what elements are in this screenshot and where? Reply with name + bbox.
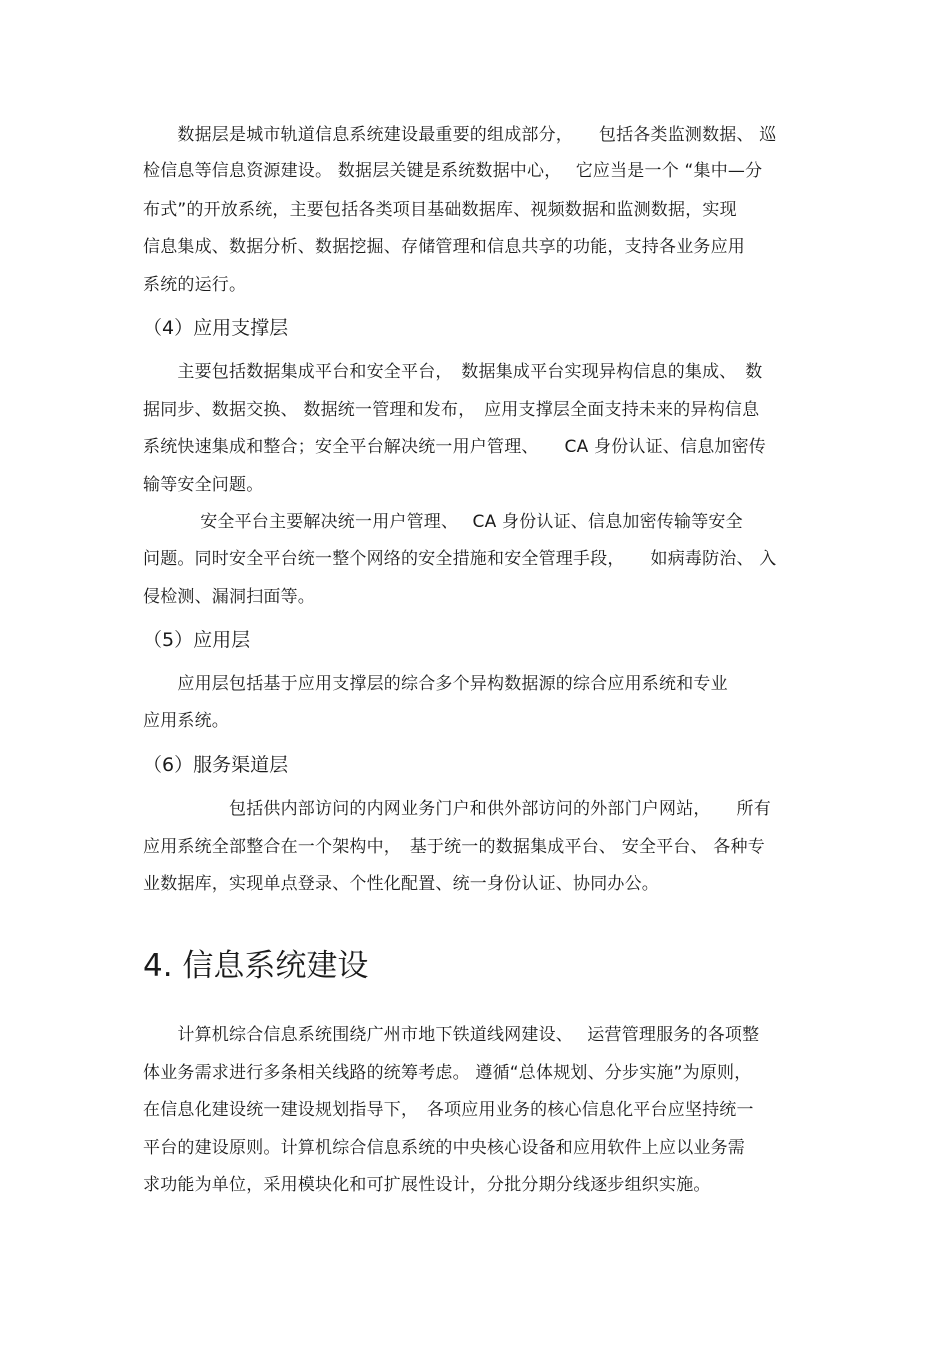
paragraph-line: 信息集成、数据分析、数据挖掘、存储管理和信息共享的功能，支持各业务应用 xyxy=(143,237,745,257)
paragraph-line: 输等安全问题。 xyxy=(143,475,264,495)
paragraph-line: 系统快速集成和整合；安全平台解决统一用户管理、 CA 身份认证、信息加密传 xyxy=(143,437,767,457)
section-subheading: （4）应用支撑层 xyxy=(143,317,289,339)
paragraph-line: 业数据库，实现单点登录、个性化配置、统一身份认证、协同办公。 xyxy=(143,874,659,894)
paragraph-line: 检信息等信息资源建设。 数据层关键是系统数据中心， 它应当是一个 “集中—分 xyxy=(143,161,763,181)
paragraph-line: 侵检测、漏洞扫面等。 xyxy=(143,587,315,607)
paragraph-line: 应用系统全部整合在一个架构中， 基于统一的数据集成平台、 安全平台、 各种专 xyxy=(143,837,765,857)
paragraph-line: 系统的运行。 xyxy=(143,275,247,295)
paragraph-line: 应用系统。 xyxy=(143,711,229,731)
paragraph-line: 布式”的开放系统，主要包括各类项目基础数据库、视频数据和监测数据，实现 xyxy=(143,200,737,220)
paragraph-line: 据同步、数据交换、 数据统一管理和发布， 应用支撑层全面支持未来的异构信息 xyxy=(143,400,760,420)
paragraph-line: 在信息化建设统一建设规划指导下， 各项应用业务的核心信息化平台应坚持统一 xyxy=(143,1100,754,1120)
paragraph-line: 应用层包括基于应用支撑层的综合多个异构数据源的综合应用系统和专业 xyxy=(143,674,728,694)
paragraph-line: 体业务需求进行多条相关线路的统筹考虑。 遵循“总体规划、分步实施”为原则， xyxy=(143,1063,752,1083)
paragraph-line: 安全平台主要解决统一用户管理、 CA 身份认证、信息加密传输等安全 xyxy=(143,512,743,532)
paragraph-line: 数据层是城市轨道信息系统建设最重要的组成部分， 包括各类监测数据、 巡 xyxy=(143,125,777,145)
paragraph-line: 问题。同时安全平台统一整个网络的安全措施和安全管理手段， 如病毒防治、 入 xyxy=(143,549,777,569)
section-subheading: （5）应用层 xyxy=(143,629,251,651)
section-subheading: （6）服务渠道层 xyxy=(143,754,289,776)
paragraph-line: 平台的建设原则。计算机综合信息系统的中央核心设备和应用软件上应以业务需 xyxy=(143,1138,745,1158)
paragraph-line: 计算机综合信息系统围绕广州市地下铁道线网建设、 运营管理服务的各项整 xyxy=(143,1025,760,1045)
paragraph-line: 主要包括数据集成平台和安全平台， 数据集成平台实现异构信息的集成、 数 xyxy=(143,362,763,382)
paragraph-line: 求功能为单位，采用模块化和可扩展性设计，分批分期分线逐步组织实施。 xyxy=(143,1175,711,1195)
paragraph-line: 包括供内部访问的内网业务门户和供外部访问的外部门户网站， 所有 xyxy=(143,799,771,819)
section-heading: 4. 信息系统建设 xyxy=(143,948,369,984)
